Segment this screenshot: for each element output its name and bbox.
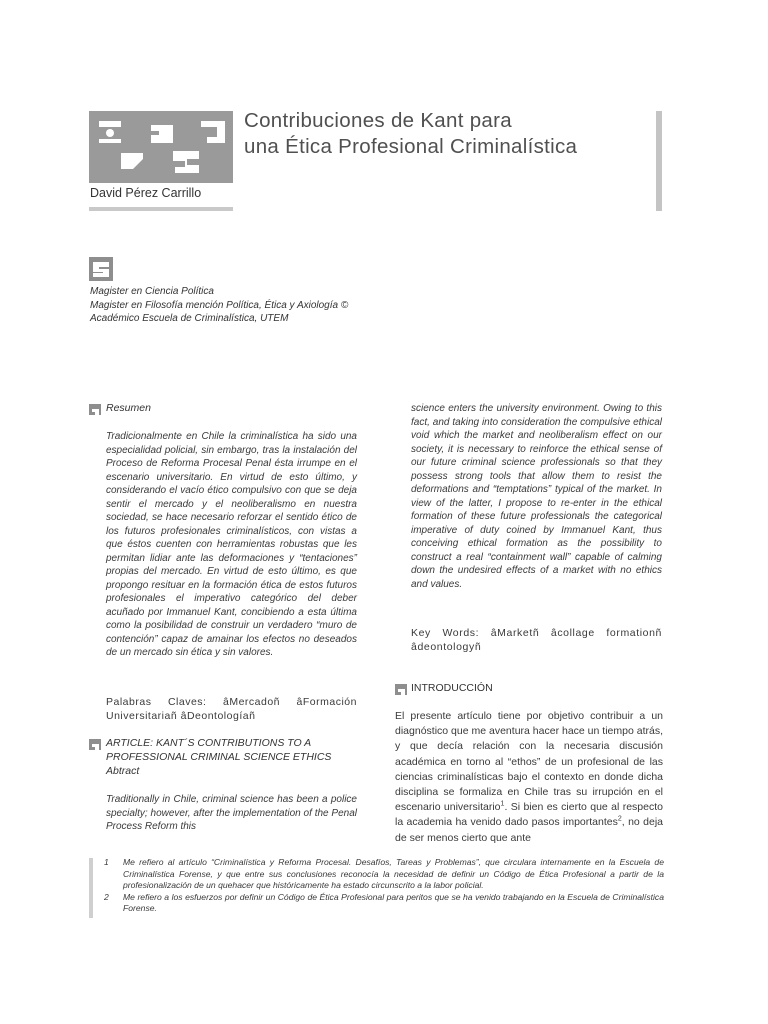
- footnote: [104, 857, 664, 892]
- intro-body: [395, 709, 663, 846]
- footnotes: [104, 857, 664, 915]
- intro-text-c: , no deja de ser menos cierto que ante: [395, 816, 663, 844]
- resumen-body: Tradicionalmente en Chile la criminalística ha sido una especialidad policial, sin embargo, tras la instalación del Proceso de Reforma Procesal Penal ésta irrumpe en el escenario universitario. En virtud de esto último, y considerando el vacío ético compulsivo con que se deja sentir el mercado y el neoliberalismo en nuestra sociedad, se hace necesario reforzar el sentido ético de los futuros profesionales criminalísticos, con vistas a que éstos cuenten con herramientas robustas que les permitan lidiar ante las deformaciones y “tentaciones” propias del mercado. En virtud de esto último, es que propongo resituar en la formación ética de estos futuros profesionales el imperativo categórico del deber acuñado por Immanuel Kant, concibiendo a esta última como la posibilidad de construir un verdadero “muro de contención” capaz de amainar los efectos no deseados de un mercado sin ética y sin valores.: [106, 431, 357, 658]
- footnote-ref-2: 2: [617, 815, 622, 823]
- title-side-bar: [656, 111, 662, 211]
- title-line-2: una Ética Profesional Criminalística: [244, 135, 578, 158]
- footnote-text: Me refiero a los esfuerzos por definir un Código de Ética Profesional para peritos que se ha venido trabajando en la Escuela de Criminalística Forense.: [123, 891, 664, 914]
- resumen-marker-icon: [89, 404, 101, 415]
- footnote: [104, 892, 664, 915]
- english-title: ARTICLE: KANT´S CONTRIBUTIONS TO A PROFESSIONAL CRIMINAL SCIENCE ETHICS: [106, 737, 332, 763]
- affiliation-line-2: Magister en Filosofía mención Política, Ética y Axiología ©: [90, 299, 349, 311]
- journal-logo: [89, 111, 233, 183]
- footnote-rule: [89, 858, 93, 918]
- footnote-number: 2: [104, 891, 109, 902]
- intro-heading: INTRODUCCIÓN: [411, 682, 493, 694]
- author-affiliation: [90, 285, 410, 326]
- affiliation-line-3: Académico Escuela de Criminalística, UTEM: [90, 313, 289, 325]
- intro-text-b: . Si bien es cierto que al respecto la academia ha venido dado pasos importantes: [395, 801, 663, 829]
- article-title: [244, 108, 654, 160]
- abstract-body-right: science enters the university environment. Owing to this fact, and taking into consideration the compulsive ethical void which the market and neoliberalism effect on our society, it is necessary to reinforce the ethical sense of our future criminal science professionals so that they possess strong tools that allow them to resist the deformations and “temptations” typical of the market. In view of the latter, I propose to re-enter in the ethical formation of these future professionals the categorical imperative of duty coined by Immanuel Kant, thus conceiving ethical formation as the possibility to construct a real “containment wall” capable of calming down the undesired effects of a market with no ethics and values.: [411, 403, 662, 590]
- title-line-1: Contribuciones de Kant para: [244, 109, 512, 132]
- affiliation-line-1: Magister en Ciencia Política: [90, 286, 214, 297]
- footnote-ref-1: 1: [500, 800, 505, 808]
- intro-marker-icon: [395, 684, 407, 695]
- footnote-number: 1: [104, 857, 109, 867]
- article-marker-icon: [89, 739, 101, 750]
- palabras-claves: Palabras Claves: âMercadoñ âFormación Universitariañ âDeontologíañ: [106, 696, 357, 722]
- key-words: Key Words: âMarketñ âcollage formationñ âdeontologyñ: [411, 627, 662, 653]
- author-name: David Pérez Carrillo: [90, 186, 202, 200]
- english-section-heading: [106, 736, 362, 778]
- footnote-text: Me refiero al artículo “Criminalística y Reforma Procesal. Desafíos, Tareas y Problemas”, que circulara internamente en la Escuela de Criminalística Forense, y que entre sus conclusiones reconocía la necesidad de definir un Código de Ética Profesional a partir de la profesionalización de un quehacer que históricamente ha estado circunscrito a la labor policial.: [123, 857, 664, 891]
- logo-underline: [89, 207, 233, 211]
- section-marker-icon: [89, 257, 113, 281]
- abstract-label: Abtract: [106, 765, 140, 777]
- intro-text-a: El presente artículo tiene por objetivo contribuir a un diagnóstico que me aventura hacer hace un tiempo atrás, y que decía relación con la necesaria discusión académica en torno al “ethos” de un profesional de las ciencias criminalísticas bajo el contexto en donde dicha disciplina se formaliza en Chile tras su irrupción en el escenario universitario: [395, 710, 663, 814]
- logo-shapes-icon: [89, 111, 233, 183]
- resumen-heading: Resumen: [106, 402, 151, 414]
- abstract-body-left: Traditionally in Chile, criminal science has been a police specialty; however, after the implementation of the Penal Process Reform this: [106, 794, 357, 832]
